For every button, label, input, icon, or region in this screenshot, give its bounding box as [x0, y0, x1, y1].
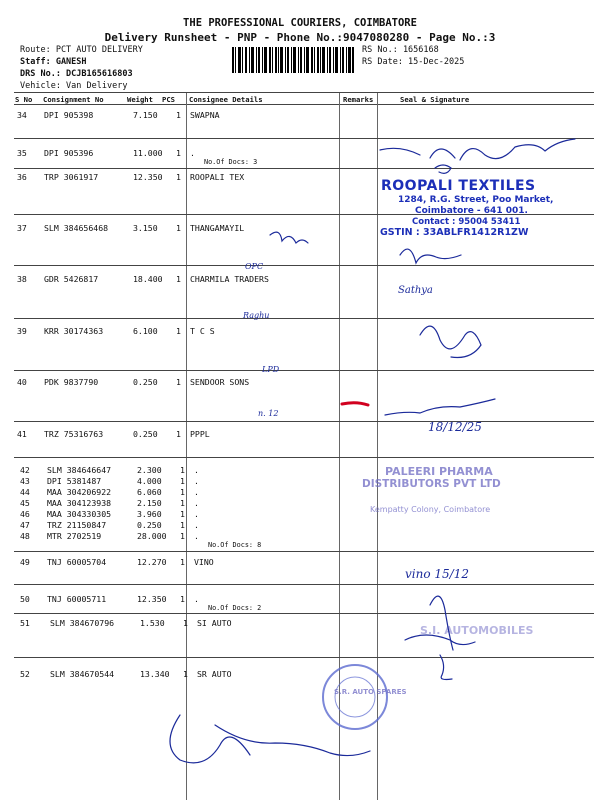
staff-label: Staff: GANESH — [20, 57, 87, 67]
document-title: THE PROFESSIONAL COURIERS, COIMBATORE — [183, 17, 417, 29]
handwriting-n12: n. 12 — [258, 409, 279, 418]
handwriting-vino: vino 15/12 — [405, 567, 469, 581]
document-subtitle: Delivery Runsheet - PNP - Phone No.:9047080280 - Page No.:3 — [104, 31, 496, 44]
handwriting-date: 18/12/25 — [428, 420, 482, 434]
rs-number: RS No.: 1656168 — [362, 45, 439, 55]
col-seal: Seal & Signature — [400, 95, 470, 104]
col-remarks: Remarks — [343, 95, 374, 104]
handwriting-opc: OPC — [245, 262, 264, 271]
si-auto-stamp: S.I. AUTOMOBILES — [420, 624, 534, 637]
rs-date: RS Date: 15-Dec-2025 — [362, 57, 465, 67]
col-pcs: PCS — [162, 95, 175, 104]
handwriting-lpd: LPD — [262, 365, 280, 374]
handwriting-sathya: Sathya — [398, 285, 433, 296]
col-consignee: Consignee Details — [189, 95, 263, 104]
vehicle-label: Vehicle: Van Delivery — [20, 81, 128, 91]
drs-number: DRS No.: DCJB165616803 — [20, 69, 133, 79]
handwriting-raghu: Raghu — [243, 311, 270, 320]
col-consignment: Consignment No — [43, 95, 104, 104]
route-label: Route: PCT AUTO DELIVERY — [20, 45, 143, 55]
col-weight: Weight — [127, 95, 153, 104]
col-sno: S No — [15, 95, 33, 104]
